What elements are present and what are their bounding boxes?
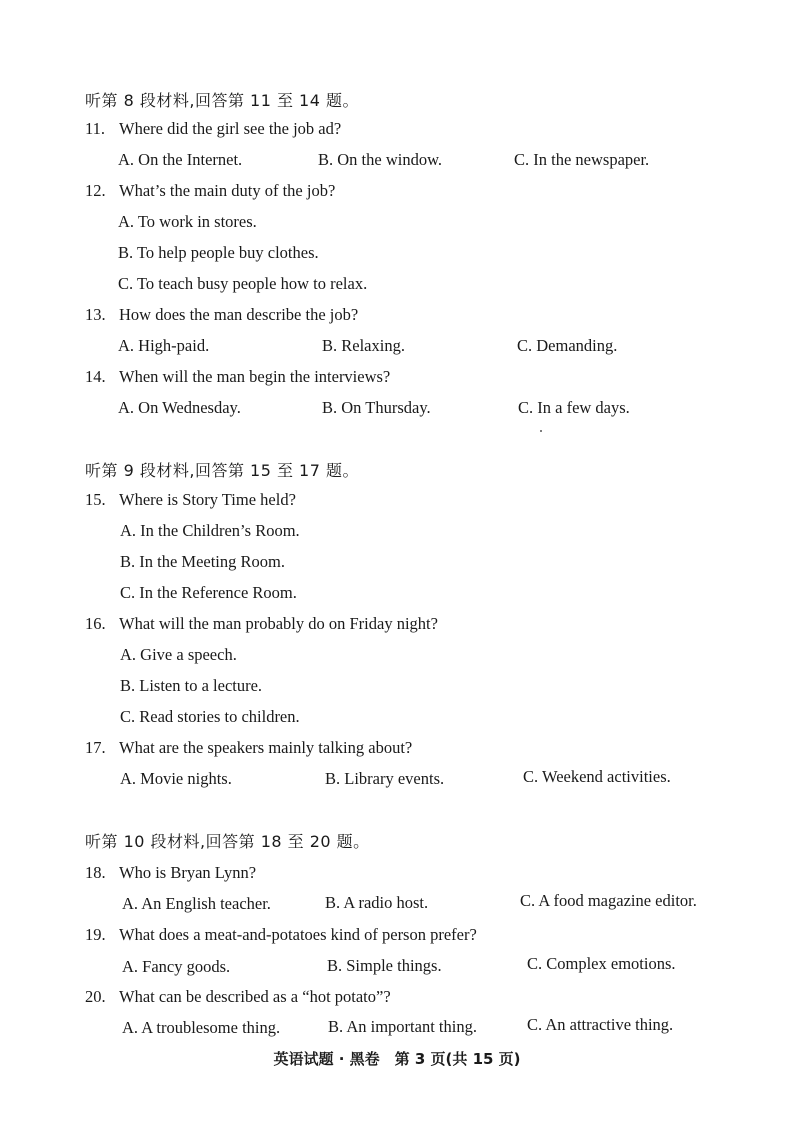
page-footer: 英语试题 · 黑卷 第 3 页(共 15 页)	[273, 1050, 521, 1068]
option-12-b: B. To help people buy clothes.	[118, 243, 319, 262]
option-19-b: B. Simple things.	[327, 956, 442, 975]
option-20-a: A. A troublesome thing.	[122, 1018, 281, 1037]
section-header-9: 听第 9 段材料,回答第 15 至 17 题。	[85, 461, 360, 480]
question-12: 12. What’s the main duty of the job?	[85, 181, 336, 200]
option-17-a: A. Movie nights.	[120, 769, 232, 788]
option-14-b: B. On Thursday.	[322, 398, 431, 417]
print-speck	[540, 430, 542, 432]
option-12-a: A. To work in stores.	[118, 212, 257, 231]
section-header-10: 听第 10 段材料,回答第 18 至 20 题。	[85, 832, 370, 851]
option-16-b: B. Listen to a lecture.	[120, 676, 263, 695]
option-15-c: C. In the Reference Room.	[120, 583, 297, 602]
question-16: 16. What will the man probably do on Friday night?	[85, 614, 438, 633]
option-11-b: B. On the window.	[318, 150, 443, 169]
option-16-a: A. Give a speech.	[120, 645, 237, 664]
option-19-a: A. Fancy goods.	[122, 957, 231, 976]
question-17: 17. What are the speakers mainly talking about?	[85, 738, 413, 757]
question-14: 14. When will the man begin the interviews?	[85, 367, 391, 386]
option-13-a: A. High-paid.	[118, 336, 210, 355]
option-17-c: C. Weekend activities.	[523, 767, 671, 786]
option-20-b: B. An important thing.	[328, 1017, 477, 1036]
option-12-c: C. To teach busy people how to relax.	[118, 274, 368, 293]
option-20-c: C. An attractive thing.	[527, 1015, 674, 1034]
question-13: 13. How does the man describe the job?	[85, 305, 359, 324]
question-20: 20. What can be described as a “hot potato”?	[85, 987, 391, 1006]
option-11-a: A. On the Internet.	[118, 150, 243, 169]
option-11-c: C. In the newspaper.	[514, 150, 650, 169]
option-18-a: A. An English teacher.	[122, 894, 271, 913]
option-15-a: A. In the Children’s Room.	[120, 521, 300, 540]
option-13-c: C. Demanding.	[517, 336, 618, 355]
question-11: 11. Where did the girl see the job ad?	[85, 119, 342, 138]
option-15-b: B. In the Meeting Room.	[120, 552, 285, 571]
option-14-c: C. In a few days.	[518, 398, 630, 417]
question-19: 19. What does a meat-and-potatoes kind of person prefer?	[85, 925, 477, 944]
option-18-c: C. A food magazine editor.	[520, 891, 697, 910]
question-15: 15. Where is Story Time held?	[85, 490, 296, 509]
option-16-c: C. Read stories to children.	[120, 707, 300, 726]
option-13-b: B. Relaxing.	[322, 336, 405, 355]
option-19-c: C. Complex emotions.	[527, 954, 676, 973]
option-17-b: B. Library events.	[325, 769, 445, 788]
option-18-b: B. A radio host.	[325, 893, 429, 912]
question-18: 18. Who is Bryan Lynn?	[85, 863, 257, 882]
option-14-a: A. On Wednesday.	[118, 398, 241, 417]
section-header-8: 听第 8 段材料,回答第 11 至 14 题。	[85, 91, 360, 110]
